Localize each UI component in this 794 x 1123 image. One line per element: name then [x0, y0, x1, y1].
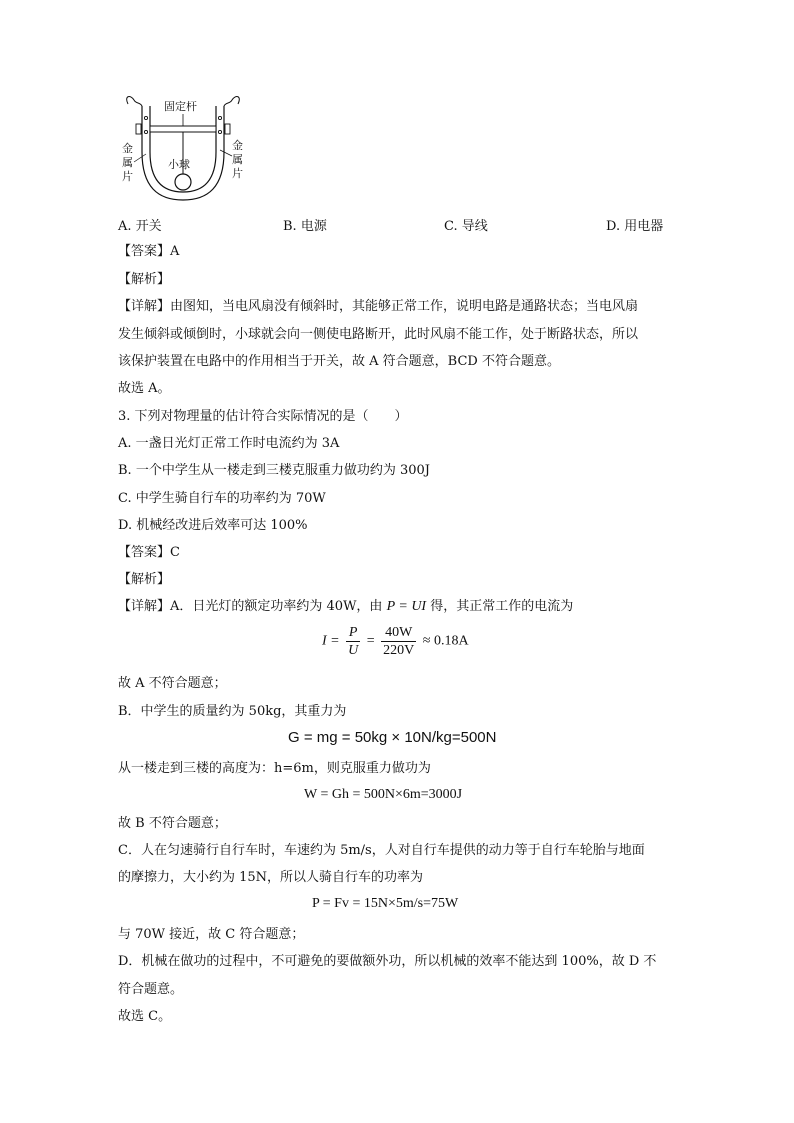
q3-b-intro: B．中学生的质量约为 50kg，其重力为 [118, 704, 347, 719]
q2-detail-line-1: 【详解】由图知，当电风扇没有倾斜时，其能够正常工作，说明电路是通路状态；当电风扇 [118, 299, 639, 314]
left-wire [127, 97, 142, 106]
q3-a-inline-formula: P = UI [386, 599, 427, 614]
label-metal-right-3: 片 [232, 167, 243, 180]
q2-conclusion: 故选 A。 [118, 381, 171, 396]
q2-detail-line-2: 发生倾斜或倾倒时，小球就会向一侧使电路断开，此时风扇不能工作，处于断路状态，所以 [118, 327, 639, 342]
fraction-p-over-u [346, 624, 360, 659]
q3-detail-a-intro [118, 598, 573, 616]
q2-answer: 【答案】A [118, 244, 180, 259]
q3-a-intro-end: 得，其正常工作的电流为 [430, 599, 574, 614]
q3-d-line-2: 符合题意。 [118, 982, 184, 997]
fraction-p: P [346, 624, 360, 642]
q2-option-a: A. 开关 [118, 219, 162, 234]
right-wire [224, 97, 239, 106]
formula-current-eq: = [366, 633, 375, 649]
q3-analysis-title: 【解析】 [118, 572, 171, 587]
q3-a-conclusion: 故 A 不符合题意； [118, 676, 227, 691]
label-metal-left-2: 属 [122, 156, 133, 169]
q2-option-c: C. 导线 [444, 219, 488, 234]
fixed-rod [150, 126, 216, 132]
label-metal-right-2: 属 [232, 153, 243, 166]
q3-c-conclusion: 与 70W 接近，故 C 符合题意； [118, 927, 305, 942]
formula-current-lhs: I = [322, 633, 340, 649]
q3-b-height: 从一楼走到三楼的高度为：h=6m，则克服重力做功为 [118, 761, 431, 776]
label-ball: 小球 [168, 158, 190, 171]
fraction-40w-over-220v [381, 624, 416, 659]
tilt-switch-diagram [118, 92, 248, 207]
formula-power: P = Fv = 15N×5m/s=75W [312, 896, 459, 911]
q3-c-line-2: 的摩擦力，大小约为 15N，所以人骑自行车的功率为 [118, 870, 424, 885]
q3-c-line-1: C．人在匀速骑行自行车时，车速约为 5m/s，人对自行车提供的动力等于自行车轮胎与地面 [118, 843, 645, 858]
fraction-u: U [348, 643, 359, 658]
q2-detail-line-3: 该保护装置在电路中的作用相当于开关，故 A 符合题意，BCD 不符合题意。 [118, 354, 560, 369]
formula-current [322, 624, 469, 659]
formula-gravity: G = mg = 50kg × 10N/kg=500N [288, 729, 497, 746]
label-metal-left-3: 片 [122, 170, 133, 183]
label-metal-right-1: 金 [232, 139, 243, 152]
formula-current-rhs: ≈ 0.18A [422, 633, 469, 649]
q3-option-a: A. 一盏日光灯正常工作时电流约为 3A [118, 436, 340, 451]
small-ball [175, 174, 191, 190]
q3-a-intro-text: 【详解】A．日光灯的额定功率约为 40W，由 [118, 599, 383, 614]
q3-option-b: B. 一个中学生从一楼走到三楼克服重力做功约为 300J [118, 463, 430, 478]
q3-question: 3. 下列对物理量的估计符合实际情况的是（ ） [118, 409, 408, 424]
q3-option-c: C. 中学生骑自行车的功率约为 70W [118, 491, 326, 506]
fraction-40w: 40W [381, 624, 416, 642]
q3-answer: 【答案】C [118, 545, 180, 560]
q2-option-b: B. 电源 [283, 219, 327, 234]
formula-work: W = Gh = 500N×6m=3000J [304, 787, 463, 802]
q3-option-d: D. 机械经改进后效率可达 100% [118, 518, 308, 533]
q3-conclusion: 故选 C。 [118, 1009, 172, 1024]
q2-option-d: D. 用电器 [606, 219, 664, 234]
q2-analysis-title: 【解析】 [118, 272, 171, 287]
label-fixed-rod: 固定杆 [164, 100, 197, 113]
q3-b-conclusion: 故 B 不符合题意； [118, 816, 227, 831]
fraction-220v: 220V [383, 643, 415, 658]
q2-options [118, 215, 678, 233]
label-metal-left-1: 金 [122, 142, 133, 155]
q3-d-line-1: D．机械在做功的过程中，不可避免的要做额外功，所以机械的效率不能达到 100%，故 D 不 [118, 954, 657, 969]
